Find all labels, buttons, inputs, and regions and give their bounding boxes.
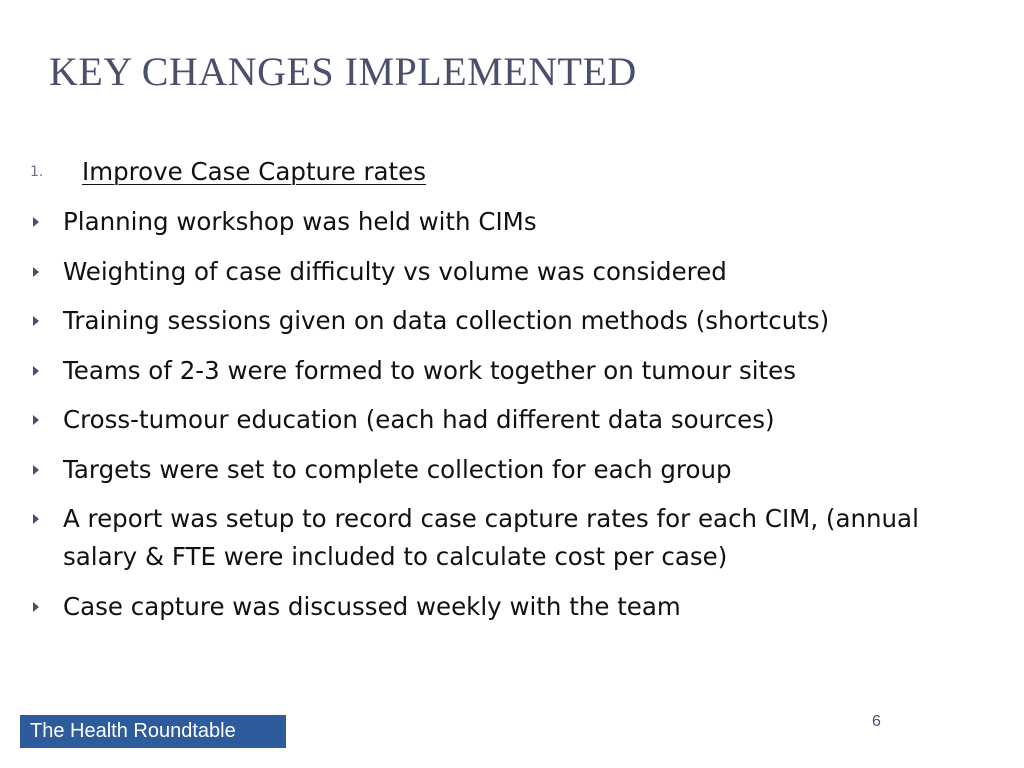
bullet-item	[30, 588, 1000, 626]
bullet-item	[30, 451, 1000, 489]
bullet-text: A report was setup to record case capture rates for each CIM, (annual salary & FTE were included to calculate cost per case)	[63, 504, 919, 571]
triangle-right-icon	[33, 415, 39, 425]
triangle-right-icon	[33, 267, 39, 277]
bullet-item	[30, 302, 1000, 340]
bullet-text: Planning workshop was held with CIMs	[63, 207, 537, 236]
triangle-right-icon	[33, 366, 39, 376]
triangle-right-icon	[33, 465, 39, 475]
triangle-right-icon	[33, 602, 39, 612]
numbered-item-label: Improve Case Capture rates	[82, 156, 427, 186]
bullet-text: Case capture was discussed weekly with the team	[63, 591, 681, 621]
bullet-text: Cross-tumour education (each had different data sources)	[63, 405, 775, 434]
bullet-item	[30, 352, 1000, 390]
triangle-right-icon	[33, 217, 39, 227]
page-number: 6	[872, 713, 881, 730]
bullet-item	[30, 500, 1000, 576]
slide-title: KEY CHANGES IMPLEMENTED	[49, 49, 637, 94]
health-roundtable-logo: The Health Roundtable	[20, 715, 286, 748]
bullet-text: Targets were set to complete collection for each group	[63, 454, 732, 484]
numbered-item-marker: 1.	[30, 164, 44, 180]
triangle-right-icon	[33, 514, 39, 524]
bullet-item	[30, 253, 1000, 291]
bullet-item	[30, 203, 1000, 241]
triangle-right-icon	[33, 316, 39, 326]
bullet-text: Training sessions given on data collection methods (shortcuts)	[63, 306, 830, 335]
bullet-text: Weighting of case difficulty vs volume was considered	[63, 256, 727, 286]
bullet-list	[30, 203, 1000, 637]
bullet-item	[30, 401, 1000, 439]
bullet-text: Teams of 2-3 were formed to work together on tumour sites	[63, 355, 797, 385]
numbered-item	[30, 154, 426, 188]
